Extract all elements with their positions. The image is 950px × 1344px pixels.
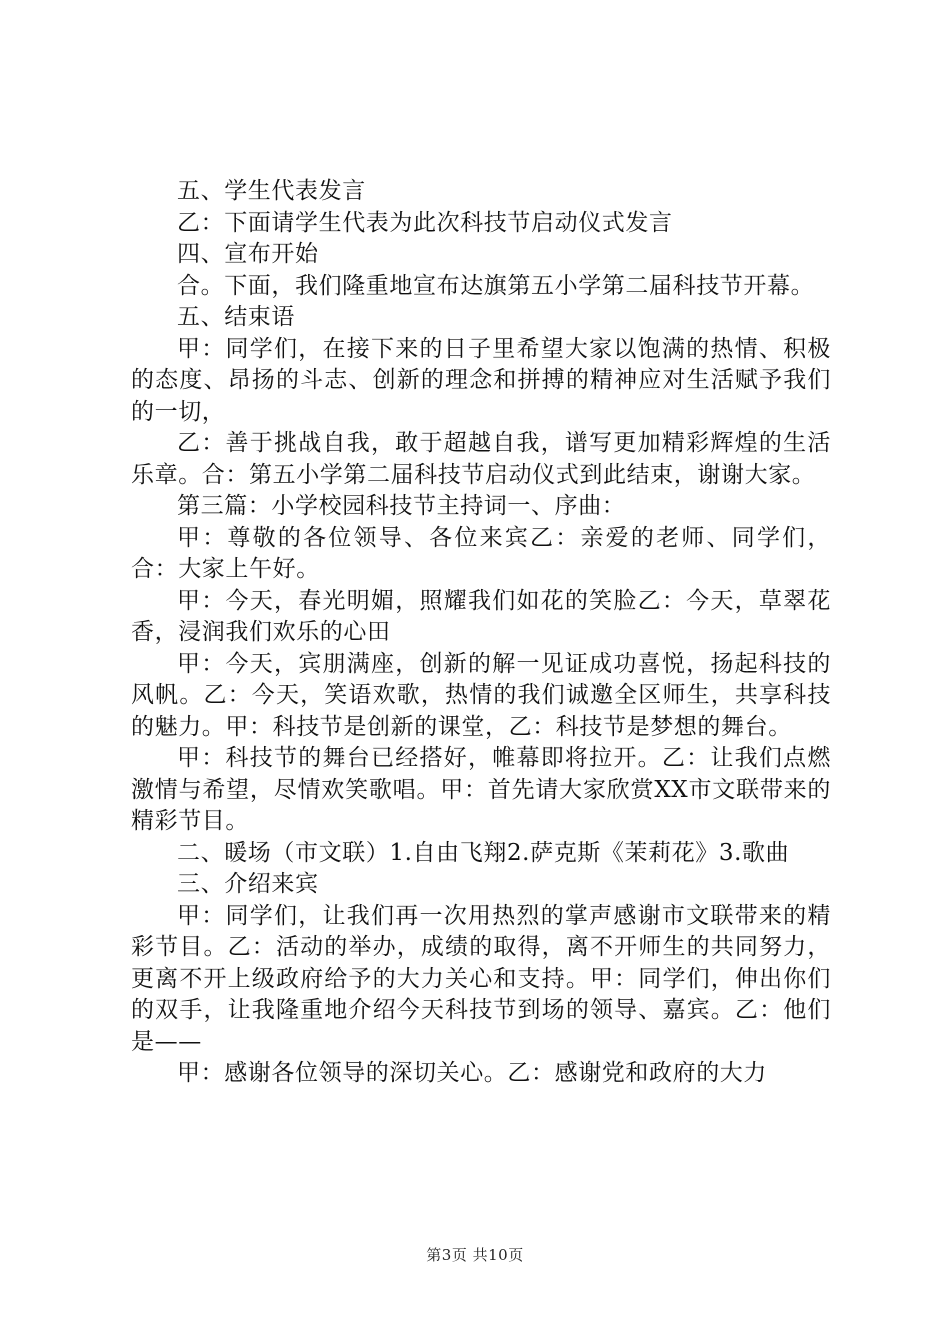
paragraph: 合。下面，我们隆重地宣布达旗第五小学第二届科技节开幕。 bbox=[177, 272, 815, 299]
paragraph: 甲：感谢各位领导的深切关心。乙：感谢党和政府的大力 bbox=[177, 1060, 767, 1086]
document-body bbox=[131, 176, 831, 1090]
section-heading-closing: 五、结束语 bbox=[177, 304, 295, 330]
paragraph: 甲：同学们，让我们再一次用热烈的掌声感谢市文联带来的精彩节目。乙：活动的举办，成绩的取得，离不开师生的共同努力，更离不开上级政府给予的大力关心和支持。甲：同学们，伸出你们的双手，让我隆重地介绍今天科技节到场的领导、嘉宾。乙：他们是—— bbox=[131, 902, 831, 1055]
paragraph: 甲：今天，春光明媚，照耀我们如花的笑脸乙：今天，草翠花香，浸润我们欢乐的心田 bbox=[131, 587, 831, 645]
section-heading-guests: 三、介绍来宾 bbox=[177, 871, 319, 897]
section-heading-warmup: 二、暖场（市文联）1.自由飞翔2.萨克斯《茉莉花》3.歌曲 bbox=[177, 839, 790, 866]
section-heading-announce: 四、宣布开始 bbox=[177, 241, 319, 267]
paragraph: 乙：下面请学生代表为此次科技节启动仪式发言 bbox=[177, 209, 673, 236]
paragraph: 乙：善于挑战自我，敢于超越自我，谱写更加精彩辉煌的生活乐章。合：第五小学第二届科技节启动仪式到此结束，谢谢大家。 bbox=[131, 430, 831, 488]
section-heading-speech: 五、学生代表发言 bbox=[177, 178, 366, 204]
paragraph: 甲：今天，宾朋满座，创新的解一见证成功喜悦，扬起科技的风帆。乙：今天，笑语欢歌，热情的我们诚邀全区师生，共享科技的魅力。甲：科技节是创新的课堂，乙：科技节是梦想的舞台。 bbox=[131, 650, 831, 740]
page-number: 第3页 共10页 bbox=[426, 1246, 524, 1264]
chapter-heading: 第三篇：小学校园科技节主持词一、序曲： bbox=[177, 493, 626, 519]
page-footer bbox=[0, 1244, 950, 1265]
paragraph: 甲：同学们，在接下来的日子里希望大家以饱满的热情、积极的态度、昂扬的斗志、创新的理念和拼搏的精神应对生活赋予我们的一切， bbox=[131, 335, 831, 425]
paragraph: 甲：尊敬的各位领导、各位来宾乙：亲爱的老师、同学们，合：大家上午好。 bbox=[131, 524, 831, 582]
paragraph: 甲：科技节的舞台已经搭好，帷幕即将拉开。乙：让我们点燃激情与希望，尽情欢笑歌唱。甲：首先请大家欣赏XX市文联带来的精彩节目。 bbox=[131, 745, 831, 834]
